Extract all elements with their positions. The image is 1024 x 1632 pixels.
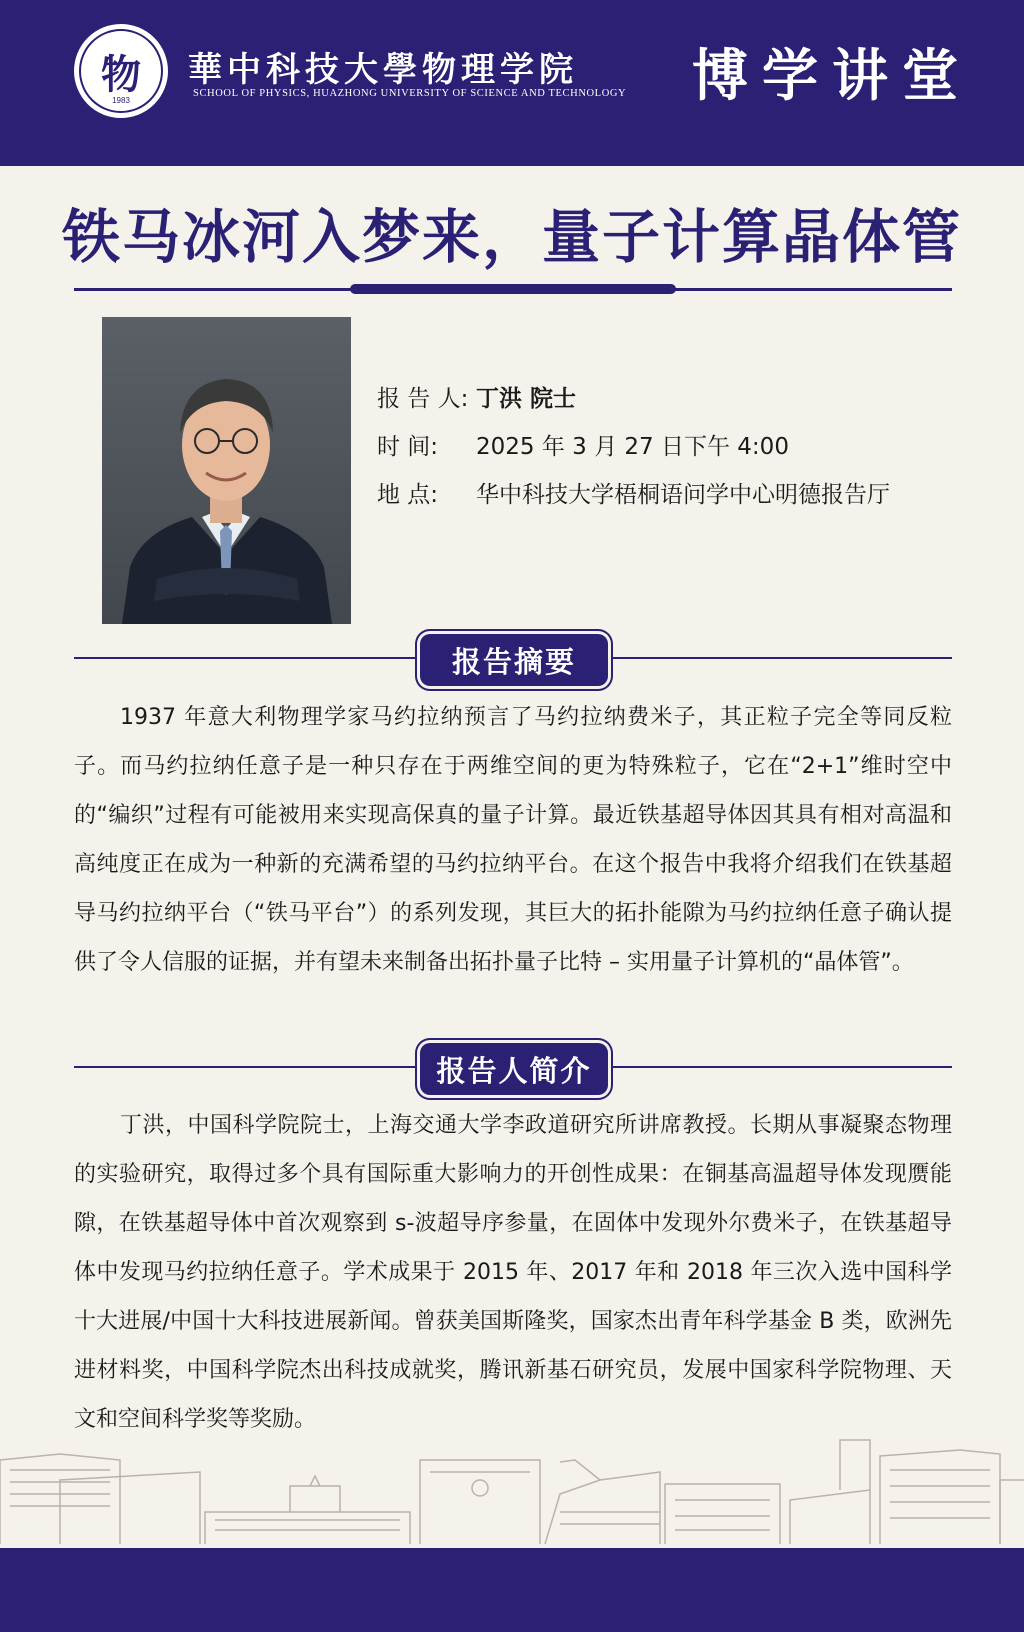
logo-glyph: 物 (101, 50, 141, 98)
location-label: 地 点: (377, 482, 439, 508)
info-row-location (377, 476, 890, 524)
speaker-portrait-illustration (102, 317, 351, 624)
title-divider-accent (350, 284, 676, 294)
bio-text: 丁洪，中国科学院院士，上海交通大学李政道研究所讲席教授。长期从事凝聚态物理的实验研究，取得过多个具有国际重大影响力的开创性成果：在铜基高温超导体发现赝能隙，在铁基超导体中首次观察到 s-波超导序参量，在固体中发现外尔费米子，在铁基超导体中发现马约拉纳任意子。学术成果于 2015 年、2017 年和 2018 年三次入选中国科学十大进展/中国十大科技进展新闻。曾获美国斯隆奖，国家杰出青年科学基金 B 类，欧洲先进材料奖，中国科学院杰出科技成就奖，腾讯新基石研究员，发展中国家科学院物理、天文和空间科学奖等奖励。 (74, 1113, 952, 1432)
university-logo (74, 24, 168, 118)
lecture-series-title: 博学讲堂 (692, 43, 972, 109)
logo-year: 1983 (112, 96, 130, 105)
lecture-info (377, 380, 890, 524)
info-row-speaker (377, 380, 890, 428)
footer-bar (0, 1548, 1024, 1632)
school-name-english: SCHOOL OF PHYSICS, HUAZHONG UNIVERSITY OF SCIENCE AND TECHNOLOGY (193, 88, 627, 99)
school-name-chinese: 華中科技大學物理学院 (188, 50, 578, 90)
abstract-heading-badge (420, 634, 608, 686)
logo-ring (79, 29, 163, 113)
bio-heading-badge (420, 1043, 608, 1095)
location-value: 华中科技大学梧桐语问学中心明德报告厅 (476, 482, 890, 508)
bio-heading: 报告人简介 (436, 1053, 592, 1088)
time-label: 时 间: (377, 434, 439, 460)
header-banner (0, 0, 1024, 166)
speaker-photo (102, 317, 351, 624)
speaker-label: 报 告 人: (377, 386, 469, 412)
info-row-time (377, 428, 890, 476)
abstract-text: 1937 年意大利物理学家马约拉纳预言了马约拉纳费米子，其正粒子完全等同反粒子。而马约拉纳任意子是一种只存在于两维空间的更为特殊粒子，它在“2+1”维时空中的“编织”过程有可能被用来实现高保真的量子计算。最近铁基超导体因其具有相对高温和高纯度正在成为一种新的充满希望的马约拉纳平台。在这个报告中我将介绍我们在铁基超导马约拉纳平台（“铁马平台”）的系列发现，其巨大的拓扑能隙为马约拉纳任意子确认提供了令人信服的证据，并有望未来制备出拓扑量子比特 – 实用量子计算机的“晶体管”。 (74, 705, 952, 975)
abstract-heading: 报告摘要 (451, 644, 576, 679)
time-value: 2025 年 3 月 27 日下午 4:00 (476, 434, 789, 460)
speaker-value: 丁洪 院士 (476, 386, 577, 412)
campus-skyline-illustration (0, 1420, 1024, 1544)
lecture-title: 铁马冰河入梦来，量子计算晶体管 (61, 203, 962, 271)
